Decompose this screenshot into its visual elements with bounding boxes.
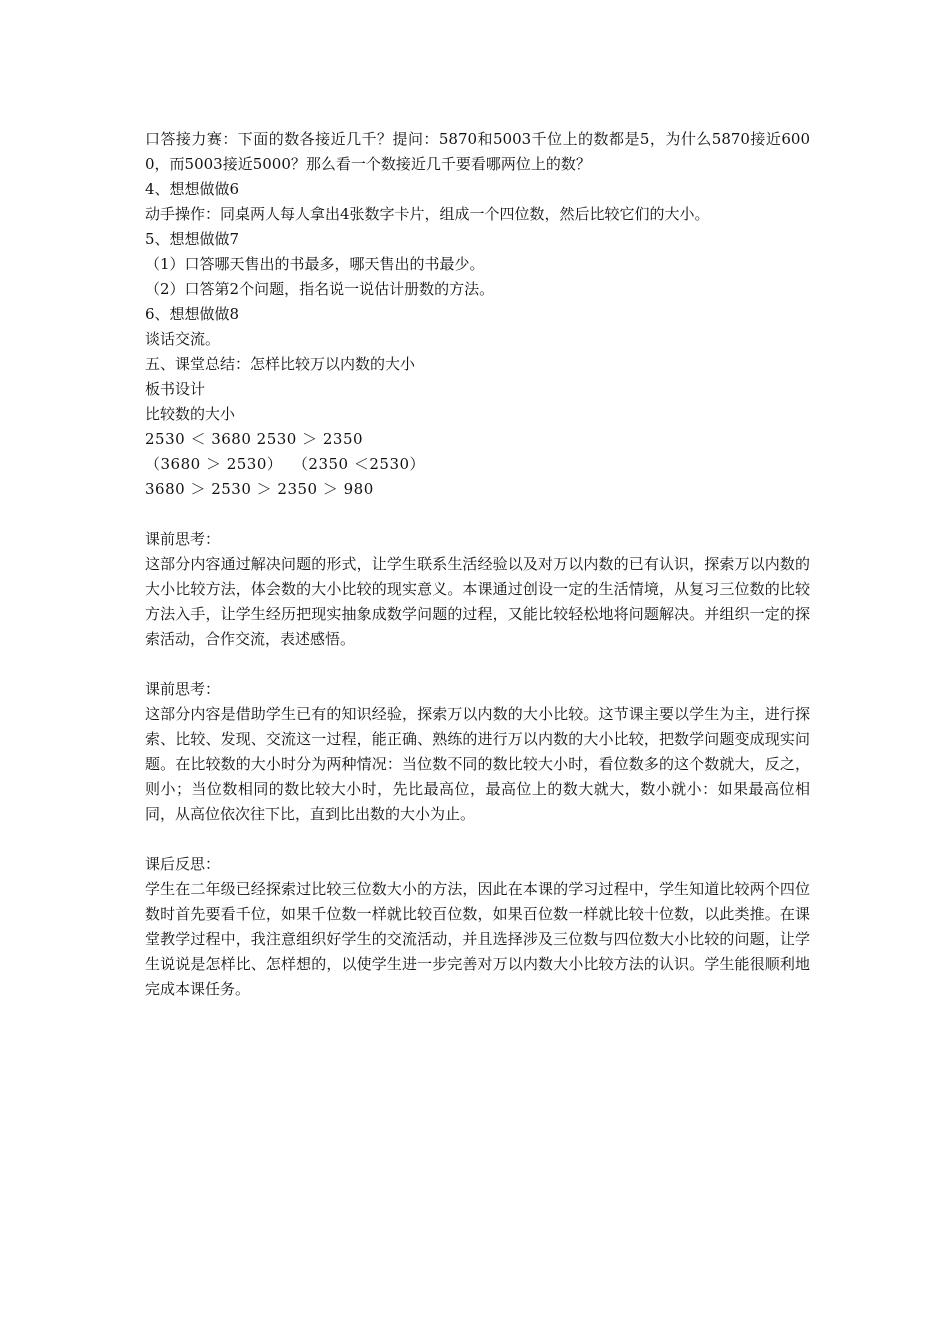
item-5-heading: 5、想想做做7 [145,230,240,248]
board-comparison-line-3: 3680 ＞ 2530 ＞ 2350 ＞ 980 [145,480,374,498]
document-content [145,127,810,1002]
section-body-pre-class-thinking-2: 这部分内容是借助学生已有的知识经验，探索万以内数的大小比较。这节课主要以学生为主，进行探索、比较、发现、交流这一过程，能正确、熟练的进行万以内数的大小比较，把数学问题变成现实问题。在比较数的大小时分为两种情况：当位数不同的数比较大小时，看位数多的这个数就大，反之，则小；当位数相同的数比较大小时，先比最高位，最高位上的数大就大，数小就小：如果最高位相同，从高位依次往下比，直到比出数的大小为止。 [145,705,810,823]
section-body-post-class-reflection: 学生在二年级已经探索过比较三位数大小的方法，因此在本课的学习过程中，学生知道比较两个四位数时首先要看千位，如果千位数一样就比较百位数，如果百位数一样就比较十位数，以此类推。在课堂教学过程中，我注意组织好学生的交流活动，并且选择涉及三位数与四位数大小比较的问题，让学生说说是怎样比、怎样想的，以使学生进一步完善对万以内数大小比较方法的认识。学生能很顺利地完成本课任务。 [145,880,810,998]
spacer [145,502,810,527]
board-comparison-line-2: （3680 ＞ 2530） （2350 ＜2530） [145,455,426,473]
class-summary-heading: 五、课堂总结：怎样比较万以内数的大小 [145,355,416,373]
discussion-text: 谈话交流。 [145,330,221,348]
item-6-heading: 6、想想做做8 [145,305,240,323]
hands-on-text: 动手操作：同桌两人每人拿出4张数字卡片，组成一个四位数，然后比较它们的大小。 [145,205,710,223]
section-heading-pre-class-thinking: 课前思考： [145,530,221,548]
item-5-question-2: （2）口答第2个问题，指名说一说估计册数的方法。 [145,280,495,298]
board-comparison-line-1: 2530 ＜ 3680 2530 ＞ 2350 [145,430,364,448]
board-title: 比较数的大小 [145,405,236,423]
section-body-pre-class-thinking: 这部分内容通过解决问题的形式，让学生联系生活经验以及对万以内数的已有认识，探索万以内数的大小比较方法，体会数的大小比较的现实意义。本课通过创设一定的生活情境，从复习三位数的比较方法入手，让学生经历把现实抽象成数学问题的过程，又能比较轻松地将问题解决。并组织一定的探索活动，合作交流，表述感悟。 [145,555,810,648]
spacer [145,652,810,677]
spacer [145,827,810,852]
oral-relay-text: 口答接力赛：下面的数各接近几千？提问：5870和5003千位上的数都是5，为什么5870接近6000，而5003接近5000？那么看一个数接近几千要看哪两位上的数？ [145,130,810,173]
board-design-heading: 板书设计 [145,380,206,398]
section-heading-pre-class-thinking-2: 课前思考： [145,680,221,698]
section-heading-post-class-reflection: 课后反思： [145,855,221,873]
item-5-question-1: （1）口答哪天售出的书最多，哪天售出的书最少。 [145,255,485,273]
item-4-heading: 4、想想做做6 [145,180,240,198]
